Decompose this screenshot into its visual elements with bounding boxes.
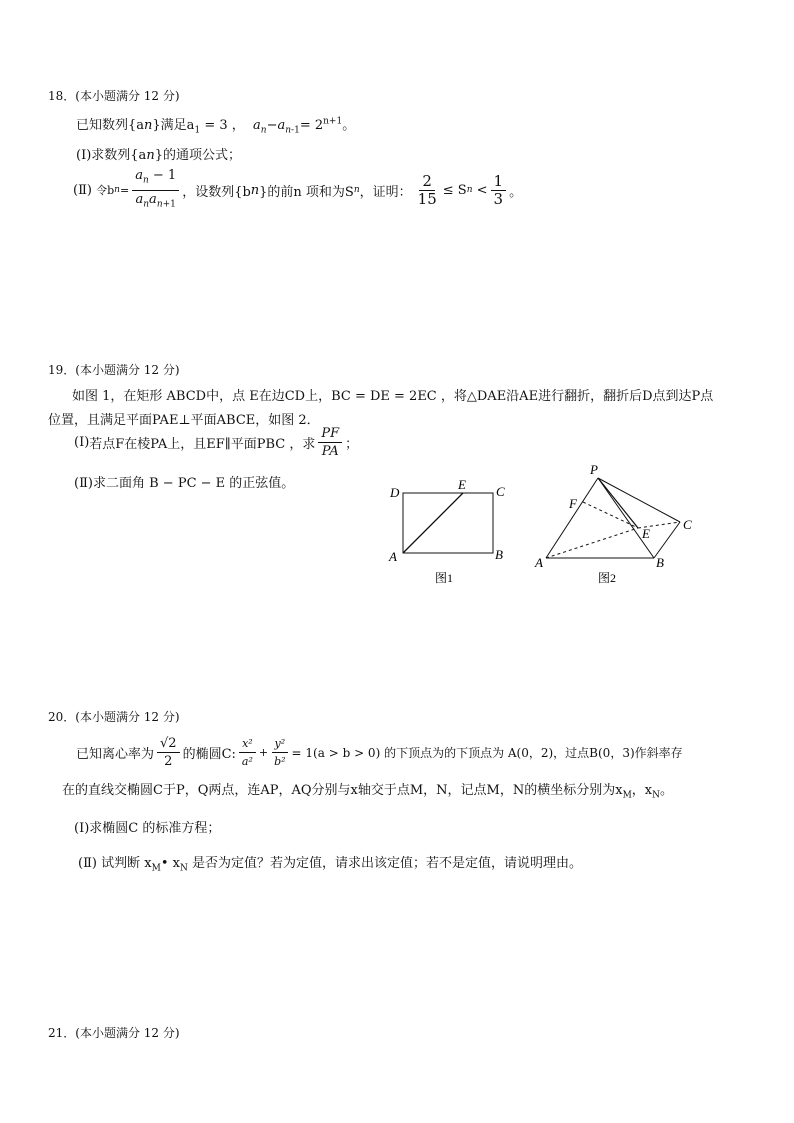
q19-line2: 位置，且满足平面PAE⊥平面ABCE，如图 2． (48, 413, 320, 428)
q19-part1: (Ⅰ) 若点F在棱PA上，且EF∥平面PBC ，求 $\frac{PF}{PA}$ ； (74, 426, 359, 459)
q20-part1: (Ⅰ)求椭圆C 的标准方程； (74, 821, 221, 836)
q18-header: 18．(本小题满分 12 分) (48, 89, 180, 103)
q19-ratio-fraction: $\frac{PF}{PA}$ (318, 426, 342, 459)
q20-y-term: $\frac{\text{y²}}{\text{b²}}$ (271, 736, 288, 769)
edge-pb (598, 478, 654, 558)
q18-part1: (Ⅰ)求数列{an}的通项公式； (76, 148, 241, 163)
segment-ae-dashed (546, 528, 638, 558)
edge-pa (546, 478, 598, 558)
q19-part2: (Ⅱ)求二面角 B − PC − E 的正弦值。 (74, 476, 295, 491)
label-d: D (390, 485, 400, 500)
label-e: E (642, 526, 650, 541)
figure-2-caption: 图2 (598, 571, 617, 585)
q18-upper-bound: $\frac{1}{3}$ (491, 174, 507, 207)
figure-2-pyramid (532, 462, 702, 590)
label-b: B (495, 547, 503, 562)
q18-lower-bound: $\frac{2}{15}$ (417, 171, 437, 208)
q20-line1: 已知离心率为 $\frac{√2}{2}$ 的椭圆C: $\frac{\text{x²}}{\text{a²}}$ + $\frac{\text{y²}}{\text{b²}}$ = 1(a > b > 0) 的下顶点为的下顶点为 A(0，2)，过点B(0，3)作斜率存 (76, 736, 683, 769)
q18-stem: 已知数列{an}满足$a_1 = 3$ ， $a_n-a_{n-1}= 2^{n+1}$。 (76, 116, 356, 136)
segment-ae (403, 493, 463, 553)
figure-1-caption: 图1 (435, 571, 454, 585)
q20-header: 20．(本小题满分 12 分) (48, 710, 180, 724)
label-a: A (535, 555, 543, 570)
label-a: A (389, 549, 397, 564)
label-f: F (569, 496, 577, 511)
q19-line1: 如图 1，在矩形 ABCD中，点 E在边CD上，BC = DE = 2EC ，将△DAE沿AE进行翻折，翻折后D点到达P点 (72, 389, 714, 404)
q20-line2: 在的直线交椭圆C于P，Q两点，连AP，AQ分别与x轴交于点M，N，记点M，N的横坐标分别为$x_M$，$x_N$。 (62, 783, 674, 801)
q18-bn-fraction: $\frac{a_n - 1}{a_na_{n+1}}$ (132, 168, 179, 212)
q19-header: 19．(本小题满分 12 分) (48, 363, 180, 377)
label-c: C (496, 484, 505, 499)
edge-pe (598, 478, 638, 528)
rectangle-abcd (403, 493, 493, 553)
q20-eccentricity: $\frac{√2}{2}$ (157, 736, 180, 769)
q20-part2: (Ⅱ) 试判断 $x_M•$ $x_N$ 是否为定值？若为定值，请求出该定值；若不是定值，请说明理由。 (78, 856, 582, 874)
figure-1-rectangle (385, 478, 515, 590)
q20-x-term: $\frac{\text{x²}}{\text{a²}}$ (239, 736, 256, 769)
label-b: B (656, 555, 664, 570)
q21-header: 21．(本小题满分 12 分) (48, 1026, 180, 1040)
label-c: C (683, 517, 692, 532)
q18-part2: (Ⅱ) 令b n = $\frac{a_n - 1}{a_na_{n+1}}$ ，设数列{b n }的前n 项和为S n ，证明： $\frac{2}{15}$ ≤ S n < $\frac{1}{3}$ 。 (73, 168, 522, 212)
label-p: P (590, 462, 598, 477)
label-e: E (458, 478, 466, 492)
edge-bc (654, 522, 680, 558)
